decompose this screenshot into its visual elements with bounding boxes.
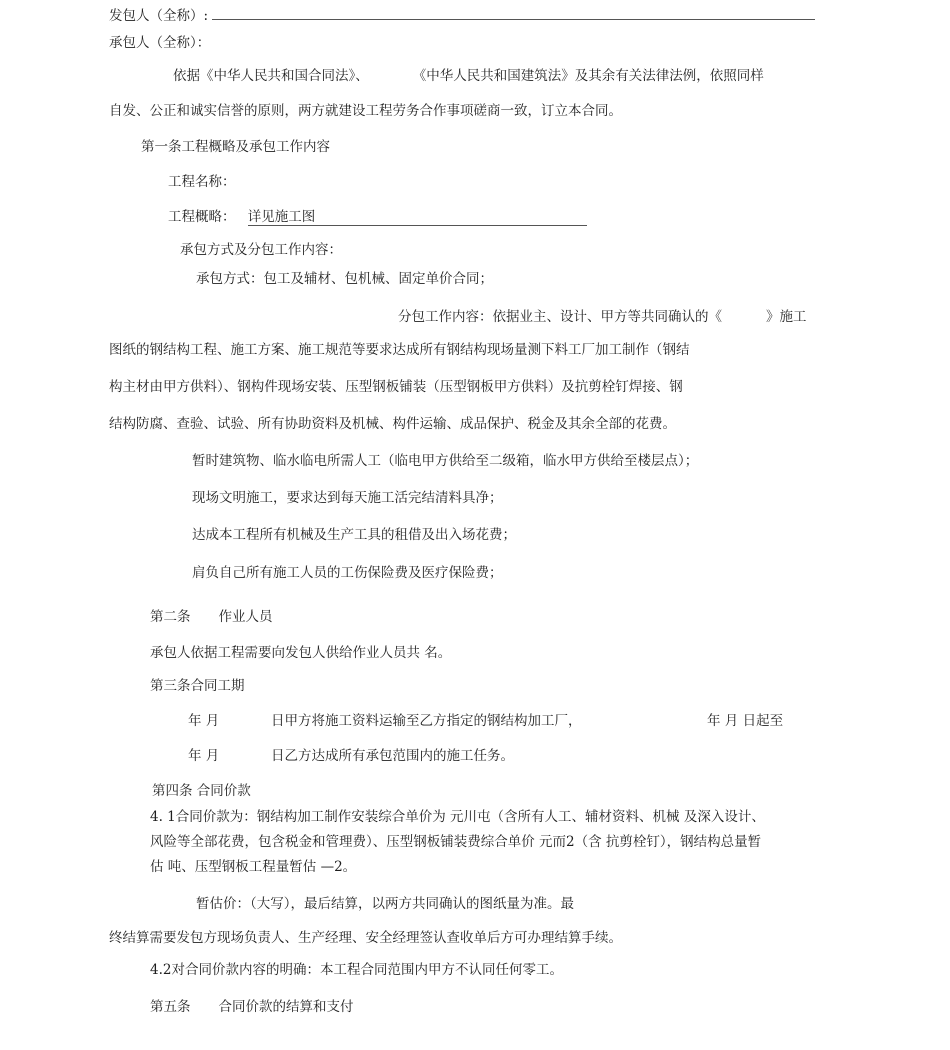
scope-item-2: 现场文明施工，要求达到每天施工活完结清料具净； bbox=[192, 490, 503, 506]
preamble-line-1 bbox=[173, 66, 764, 86]
article-2-number: 第二条 bbox=[150, 609, 191, 625]
article-5-heading: 合同价款的结算和支付 bbox=[218, 999, 354, 1015]
preamble-line-1b: 《中华人民共和国建筑法》及其余有关法律法例，依照同样 bbox=[412, 68, 764, 84]
period-end-date: 年 月 bbox=[188, 748, 220, 764]
project-overview-label: 工程概略： bbox=[168, 209, 236, 225]
article-4-title: 第四条 合同价款 bbox=[152, 783, 251, 799]
price-para-1-line-1: 4. 1合同价款为：钢结构加工制作安装综合单价为 元川屯（含所有人工、辅材资料、机械 及深入设计、 bbox=[150, 809, 765, 825]
article-3-title: 第三条合同工期 bbox=[150, 678, 245, 694]
article-2-heading: 作业人员 bbox=[218, 609, 273, 625]
scope-line-4: 结构防腐、查验、试验、所有协助资料及机械、构件运输、成品保护、税金及其余全部的花费。 bbox=[109, 416, 676, 432]
price-para-1-line-3: 估 吨、压型钢板工程量暂估 —2。 bbox=[150, 859, 357, 875]
scope-line-2: 图纸的钢结构工程、施工方案、施工规范等要求达成所有钢结构现场量测下料工厂加工制作（钢结 bbox=[109, 342, 690, 358]
mode-line: 承包方式：包工及辅材、包机械、固定单价合同； bbox=[196, 271, 493, 287]
preamble-line-1a: 依据《中华人民共和国合同法》、 bbox=[173, 68, 369, 84]
estimate-line-1: 暂估价：（大写），最后结算，以两方共同确认的图纸量为准。最 bbox=[196, 896, 574, 912]
article-5-title bbox=[150, 997, 354, 1017]
mode-heading: 承包方式及分包工作内容： bbox=[180, 242, 342, 258]
preamble-line-2: 自发、公正和诚实信誉的原则，两方就建设工程劳务合作事项磋商一致，订立本合同。 bbox=[109, 103, 622, 119]
price-clarification: 4.2对合同价款内容的明确：本工程合同范围内甲方不认同任何零工。 bbox=[150, 962, 563, 978]
article-2-title bbox=[150, 607, 273, 627]
contractor-label: 承包人（全称）： bbox=[109, 35, 211, 51]
period-start-text: 日甲方将施工资料运输至乙方指定的钢结构加工厂， bbox=[271, 713, 582, 729]
project-name-label: 工程名称： bbox=[168, 174, 236, 190]
scope-item-4: 肩负自己所有施工人员的工伤保险费及医疗保险费； bbox=[192, 565, 503, 581]
price-para-1-line-2: 风险等全部花费，包含税金和管理费）、压型钢板铺装费综合单价 元而2（含 抗剪栓钉），钢结构总量暂 bbox=[150, 834, 762, 850]
article-5-number: 第五条 bbox=[150, 999, 191, 1015]
scope-line-1a: 分包工作内容：依据业主、设计、甲方等共同确认的《 bbox=[398, 309, 722, 325]
employer-name-blank[interactable] bbox=[212, 5, 815, 20]
project-overview-value: 详见施工图 bbox=[248, 209, 588, 226]
project-overview-line bbox=[168, 207, 587, 227]
scope-line-3: 构主材由甲方供料）、钢构件现场安装、压型钢板铺装（压型钢板甲方供料）及抗剪栓钉焊接、钢 bbox=[109, 379, 683, 395]
period-from-date: 年 月 日起至 bbox=[707, 713, 784, 729]
article-1-title: 第一条工程概略及承包工作内容 bbox=[141, 139, 330, 155]
article-2-body: 承包人依据工程需要向发包人供给作业人员共 名。 bbox=[150, 645, 452, 661]
period-start-date: 年 月 bbox=[188, 713, 220, 729]
scope-line-1 bbox=[398, 307, 807, 327]
estimate-line-2: 终结算需要发包方现场负责人、生产经理、安全经理签认查收单后方可办理结算手续。 bbox=[109, 930, 622, 946]
scope-item-3: 达成本工程所有机械及生产工具的租借及出入场花费； bbox=[192, 527, 516, 543]
employer-line bbox=[109, 5, 815, 26]
period-end-text: 日乙方达成所有承包范围内的施工任务。 bbox=[271, 748, 514, 764]
scope-line-1b: 》施工 bbox=[766, 309, 807, 325]
scope-item-1: 暂时建筑物、临水临电所需人工（临电甲方供给至二级箱，临水甲方供给至楼层点）； bbox=[192, 453, 699, 469]
employer-label: 发包人（全称）: bbox=[109, 8, 209, 24]
